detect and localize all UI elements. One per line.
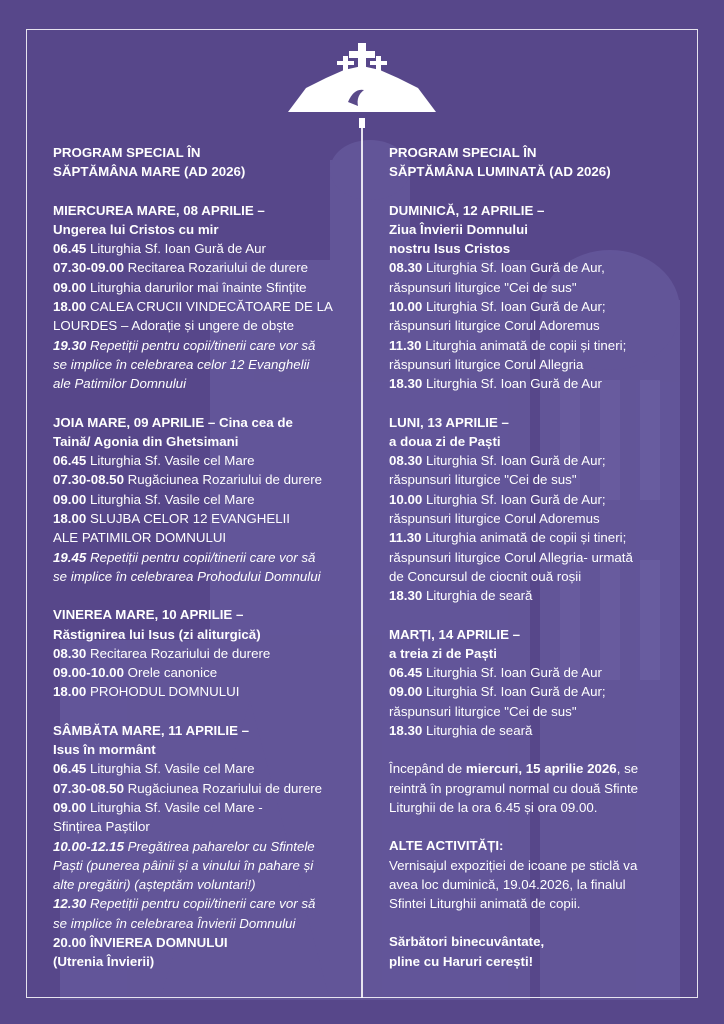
activity-continued: răspunsuri liturgice "Cei de sus" xyxy=(389,472,577,488)
activity: Orele canonice xyxy=(123,665,218,681)
notice-line xyxy=(389,759,689,778)
schedule-item xyxy=(389,297,689,316)
activity-continued: răspunsuri liturgice "Cei de sus" xyxy=(389,703,577,719)
schedule-item xyxy=(53,490,353,509)
notice-line: reintră în programul normal cu două Sfinte xyxy=(389,780,639,796)
time: 10.00-12.15 xyxy=(53,838,124,854)
day-wednesday xyxy=(53,201,353,394)
activity-continued: răspunsuri liturgice Corul Allegria- urmată xyxy=(389,549,633,565)
time: 11.30 xyxy=(389,530,422,546)
activity: Liturghia Sf. Ioan Gură de Aur; xyxy=(422,491,606,507)
other-activities-line: Sfintei Liturghii animată de copii. xyxy=(389,896,581,912)
activity: Liturghia Sf. Ioan Gură de Aur, xyxy=(422,260,605,276)
activity: Liturghia de seară xyxy=(422,588,533,604)
activity: CALEA CRUCII VINDECĂTOARE DE LA xyxy=(86,299,333,315)
time: 18.00 xyxy=(53,299,87,315)
activity: Recitarea Rozariului de durere xyxy=(86,645,271,661)
time: 09.00 xyxy=(53,491,87,507)
notice-pre: Începând de xyxy=(389,761,466,777)
activity: Recitarea Rozariului de durere xyxy=(123,260,309,276)
notice-date: miercuri, 15 aprilie 2026 xyxy=(465,761,617,777)
activity: Liturghia Sf. Ioan Gură de Aur; xyxy=(422,453,606,469)
right-column xyxy=(389,143,689,971)
column-divider xyxy=(361,120,363,998)
activity: Liturghia animată de copii și tineri; xyxy=(421,337,627,353)
left-column xyxy=(53,143,353,972)
schedule-item xyxy=(389,451,689,470)
normal-schedule-notice xyxy=(389,759,689,817)
time: 18.30 xyxy=(389,376,423,392)
schedule-item xyxy=(389,490,689,509)
time: 18.00 xyxy=(53,511,87,527)
schedule-item xyxy=(389,528,689,547)
schedule-item xyxy=(53,297,353,316)
schedule-item xyxy=(53,779,353,798)
day-title: MARȚI, 14 APRILIE – xyxy=(389,626,521,642)
activity: Liturghia Sf. Vasile cel Mare xyxy=(86,491,255,507)
activity: Rugăciunea Rozariului de durere xyxy=(123,472,323,488)
schedule-item xyxy=(53,509,353,528)
schedule-item xyxy=(389,721,689,740)
day-title: DUMINICĂ, 12 APRILIE – xyxy=(389,202,545,218)
calvary-logo-icon xyxy=(286,40,438,130)
activity: Liturghia animată de copii și tineri; xyxy=(421,530,627,546)
day-title: VINEREA MARE, 10 APRILIE – xyxy=(53,607,244,623)
day-saturday xyxy=(53,721,353,972)
activity: Liturghia Sf. Vasile cel Mare xyxy=(86,761,255,777)
day-subtitle: a doua zi de Paști xyxy=(389,433,501,449)
time: 10.00 xyxy=(389,299,423,315)
schedule-item xyxy=(389,374,689,393)
activity-continued: răspunsuri liturgice Corul Allegria xyxy=(389,356,584,372)
preparation-item xyxy=(53,837,353,856)
other-activities-line: avea loc duminică, 19.04.2026, la finalul xyxy=(389,876,626,892)
time: 06.45 xyxy=(53,241,87,257)
schedule-item xyxy=(389,682,689,701)
activity: Liturghia Sf. Ioan Gură de Aur; xyxy=(422,684,606,700)
day-sunday xyxy=(389,201,689,394)
day-friday xyxy=(53,605,353,701)
time: 06.45 xyxy=(53,453,87,469)
time: 18.00 xyxy=(53,684,87,700)
schedule-item xyxy=(53,451,353,470)
activity-continued: se implice în celebrarea celor 12 Evanghelii xyxy=(53,356,310,372)
time: 19.45 xyxy=(53,549,87,565)
schedule-item xyxy=(389,663,689,682)
time: 09.00 xyxy=(389,684,423,700)
time: 18.30 xyxy=(389,723,423,739)
day-tuesday xyxy=(389,625,689,741)
time: 09.00 xyxy=(53,279,87,295)
schedule-item xyxy=(389,336,689,355)
activity-continued: răspunsuri liturgice "Cei de sus" xyxy=(389,279,577,295)
schedule-item xyxy=(53,933,353,952)
left-program-title: PROGRAM SPECIAL ÎN xyxy=(53,145,201,160)
activity-continued: se implice în celebrarea Învierii Domnului xyxy=(53,915,296,931)
activity: SLUJBA CELOR 12 EVANGHELII xyxy=(86,511,290,527)
time: 08.30 xyxy=(389,453,423,469)
activity-continued: Paști (punerea pâinii și a vinului în pahare și xyxy=(53,857,314,873)
activity: Repetiții pentru copii/tinerii care vor să xyxy=(86,337,316,353)
day-title: SÂMBĂTA MARE, 11 APRILIE – xyxy=(53,722,250,738)
time: 06.45 xyxy=(389,665,423,681)
time: 18.30 xyxy=(389,588,423,604)
day-subtitle: a treia zi de Paști xyxy=(389,645,497,661)
time: 10.00 xyxy=(389,491,423,507)
activity-continued: ale Patimilor Domnului xyxy=(53,376,187,392)
activity-continued: Sfințirea Paștilor xyxy=(53,819,150,835)
activity-continued: se implice în celebrarea Prohodului Domnului xyxy=(53,568,321,584)
activity-continued: de Concursul de ciocnit ouă roșii xyxy=(389,568,582,584)
time: 06.45 xyxy=(53,761,87,777)
activity: Liturghia Sf. Vasile cel Mare - xyxy=(86,799,263,815)
day-subtitle: Taină/ Agonia din Ghetsimani xyxy=(53,433,239,449)
schedule-item xyxy=(53,278,353,297)
time: 07.30-09.00 xyxy=(53,260,124,276)
activity: Rugăciunea Rozariului de durere xyxy=(123,780,323,796)
other-activities-line: Vernisajul expoziției de icoane pe sticlă va xyxy=(389,857,638,873)
time: 11.30 xyxy=(389,337,422,353)
right-program-title-2: SĂPTĂMÂNA LUMINATĂ (AD 2026) xyxy=(389,164,611,180)
time: 07.30-08.50 xyxy=(53,780,124,796)
activity: Liturghia darurilor mai înainte Sfințite xyxy=(86,279,307,295)
activity: Liturghia Sf. Ioan Gură de Aur; xyxy=(422,299,606,315)
day-title: JOIA MARE, 09 APRILIE – Cina cea de xyxy=(53,414,293,430)
activity-continued: (Utrenia Învierii) xyxy=(53,954,155,970)
activity: Liturghia Sf. Vasile cel Mare xyxy=(86,453,255,469)
other-activities-title: ALTE ACTIVITĂȚI: xyxy=(389,838,504,854)
day-subtitle: Isus în mormânt xyxy=(53,742,156,758)
time: 12.30 xyxy=(53,896,87,912)
activity: Liturghia de seară xyxy=(422,723,533,739)
greeting: pline cu Haruri cerești! xyxy=(389,953,534,969)
activity: ÎNVIEREA DOMNULUI xyxy=(86,934,228,950)
schedule-item xyxy=(53,470,353,489)
schedule-item xyxy=(389,258,689,277)
time: 08.30 xyxy=(389,260,423,276)
schedule-item xyxy=(53,759,353,778)
activity-continued: răspunsuri liturgice Corul Adoremus xyxy=(389,318,600,334)
activity-continued: răspunsuri liturgice Corul Adoremus xyxy=(389,511,600,527)
time: 08.30 xyxy=(53,645,87,661)
schedule-item xyxy=(53,663,353,682)
time: 07.30-08.50 xyxy=(53,472,124,488)
day-subtitle: Ungerea lui Cristos cu mir xyxy=(53,221,219,237)
schedule-item xyxy=(389,586,689,605)
day-subtitle: Răstignirea lui Isus (zi aliturgică) xyxy=(53,626,261,642)
schedule-item xyxy=(53,644,353,663)
left-program-title-2: SĂPTĂMÂNA MARE (AD 2026) xyxy=(53,164,246,180)
activity-continued: ALE PATIMILOR DOMNULUI xyxy=(53,530,227,546)
right-program-title: PROGRAM SPECIAL ÎN xyxy=(389,145,537,160)
rehearsal-item xyxy=(53,548,353,567)
schedule-item xyxy=(53,258,353,277)
day-title: MIERCUREA MARE, 08 APRILIE – xyxy=(53,202,265,218)
activity-continued: LOURDES – Adorație și ungere de obște xyxy=(53,318,294,334)
day-monday xyxy=(389,413,689,606)
day-thursday xyxy=(53,413,353,587)
activity: Liturghia Sf. Ioan Gură de Aur xyxy=(422,665,602,681)
day-subtitle: Ziua Învierii Domnului xyxy=(389,221,528,237)
schedule-item xyxy=(53,682,353,701)
schedule-item xyxy=(53,798,353,817)
time: 09.00 xyxy=(53,799,87,815)
activity: Liturghia Sf. Ioan Gură de Aur xyxy=(86,241,266,257)
activity-continued: alte pregătiri) (așteptăm voluntari!) xyxy=(53,877,256,893)
rehearsal-item xyxy=(53,894,353,913)
other-activities xyxy=(389,836,689,913)
time: 19.30 xyxy=(53,337,87,353)
activity: Liturghia Sf. Ioan Gură de Aur xyxy=(422,376,602,392)
greeting: Sărbători binecuvântate, xyxy=(389,934,545,950)
day-title: LUNI, 13 APRILIE – xyxy=(389,414,509,430)
activity: Repetiții pentru copii/tinerii care vor să xyxy=(86,896,316,912)
notice-line: Liturghii de la ora 6.45 și ora 09.00. xyxy=(389,799,598,815)
day-subtitle: nostru Isus Cristos xyxy=(389,241,511,257)
time: 09.00-10.00 xyxy=(53,665,124,681)
activity: Pregătirea paharelor cu Sfintele xyxy=(123,838,315,854)
notice-post: , se xyxy=(616,761,639,777)
activity: PROHODUL DOMNULUI xyxy=(86,684,240,700)
rehearsal-item xyxy=(53,336,353,355)
schedule-item xyxy=(53,239,353,258)
time: 20.00 xyxy=(53,934,87,950)
activity: Repetiții pentru copii/tinerii care vor să xyxy=(86,549,316,565)
